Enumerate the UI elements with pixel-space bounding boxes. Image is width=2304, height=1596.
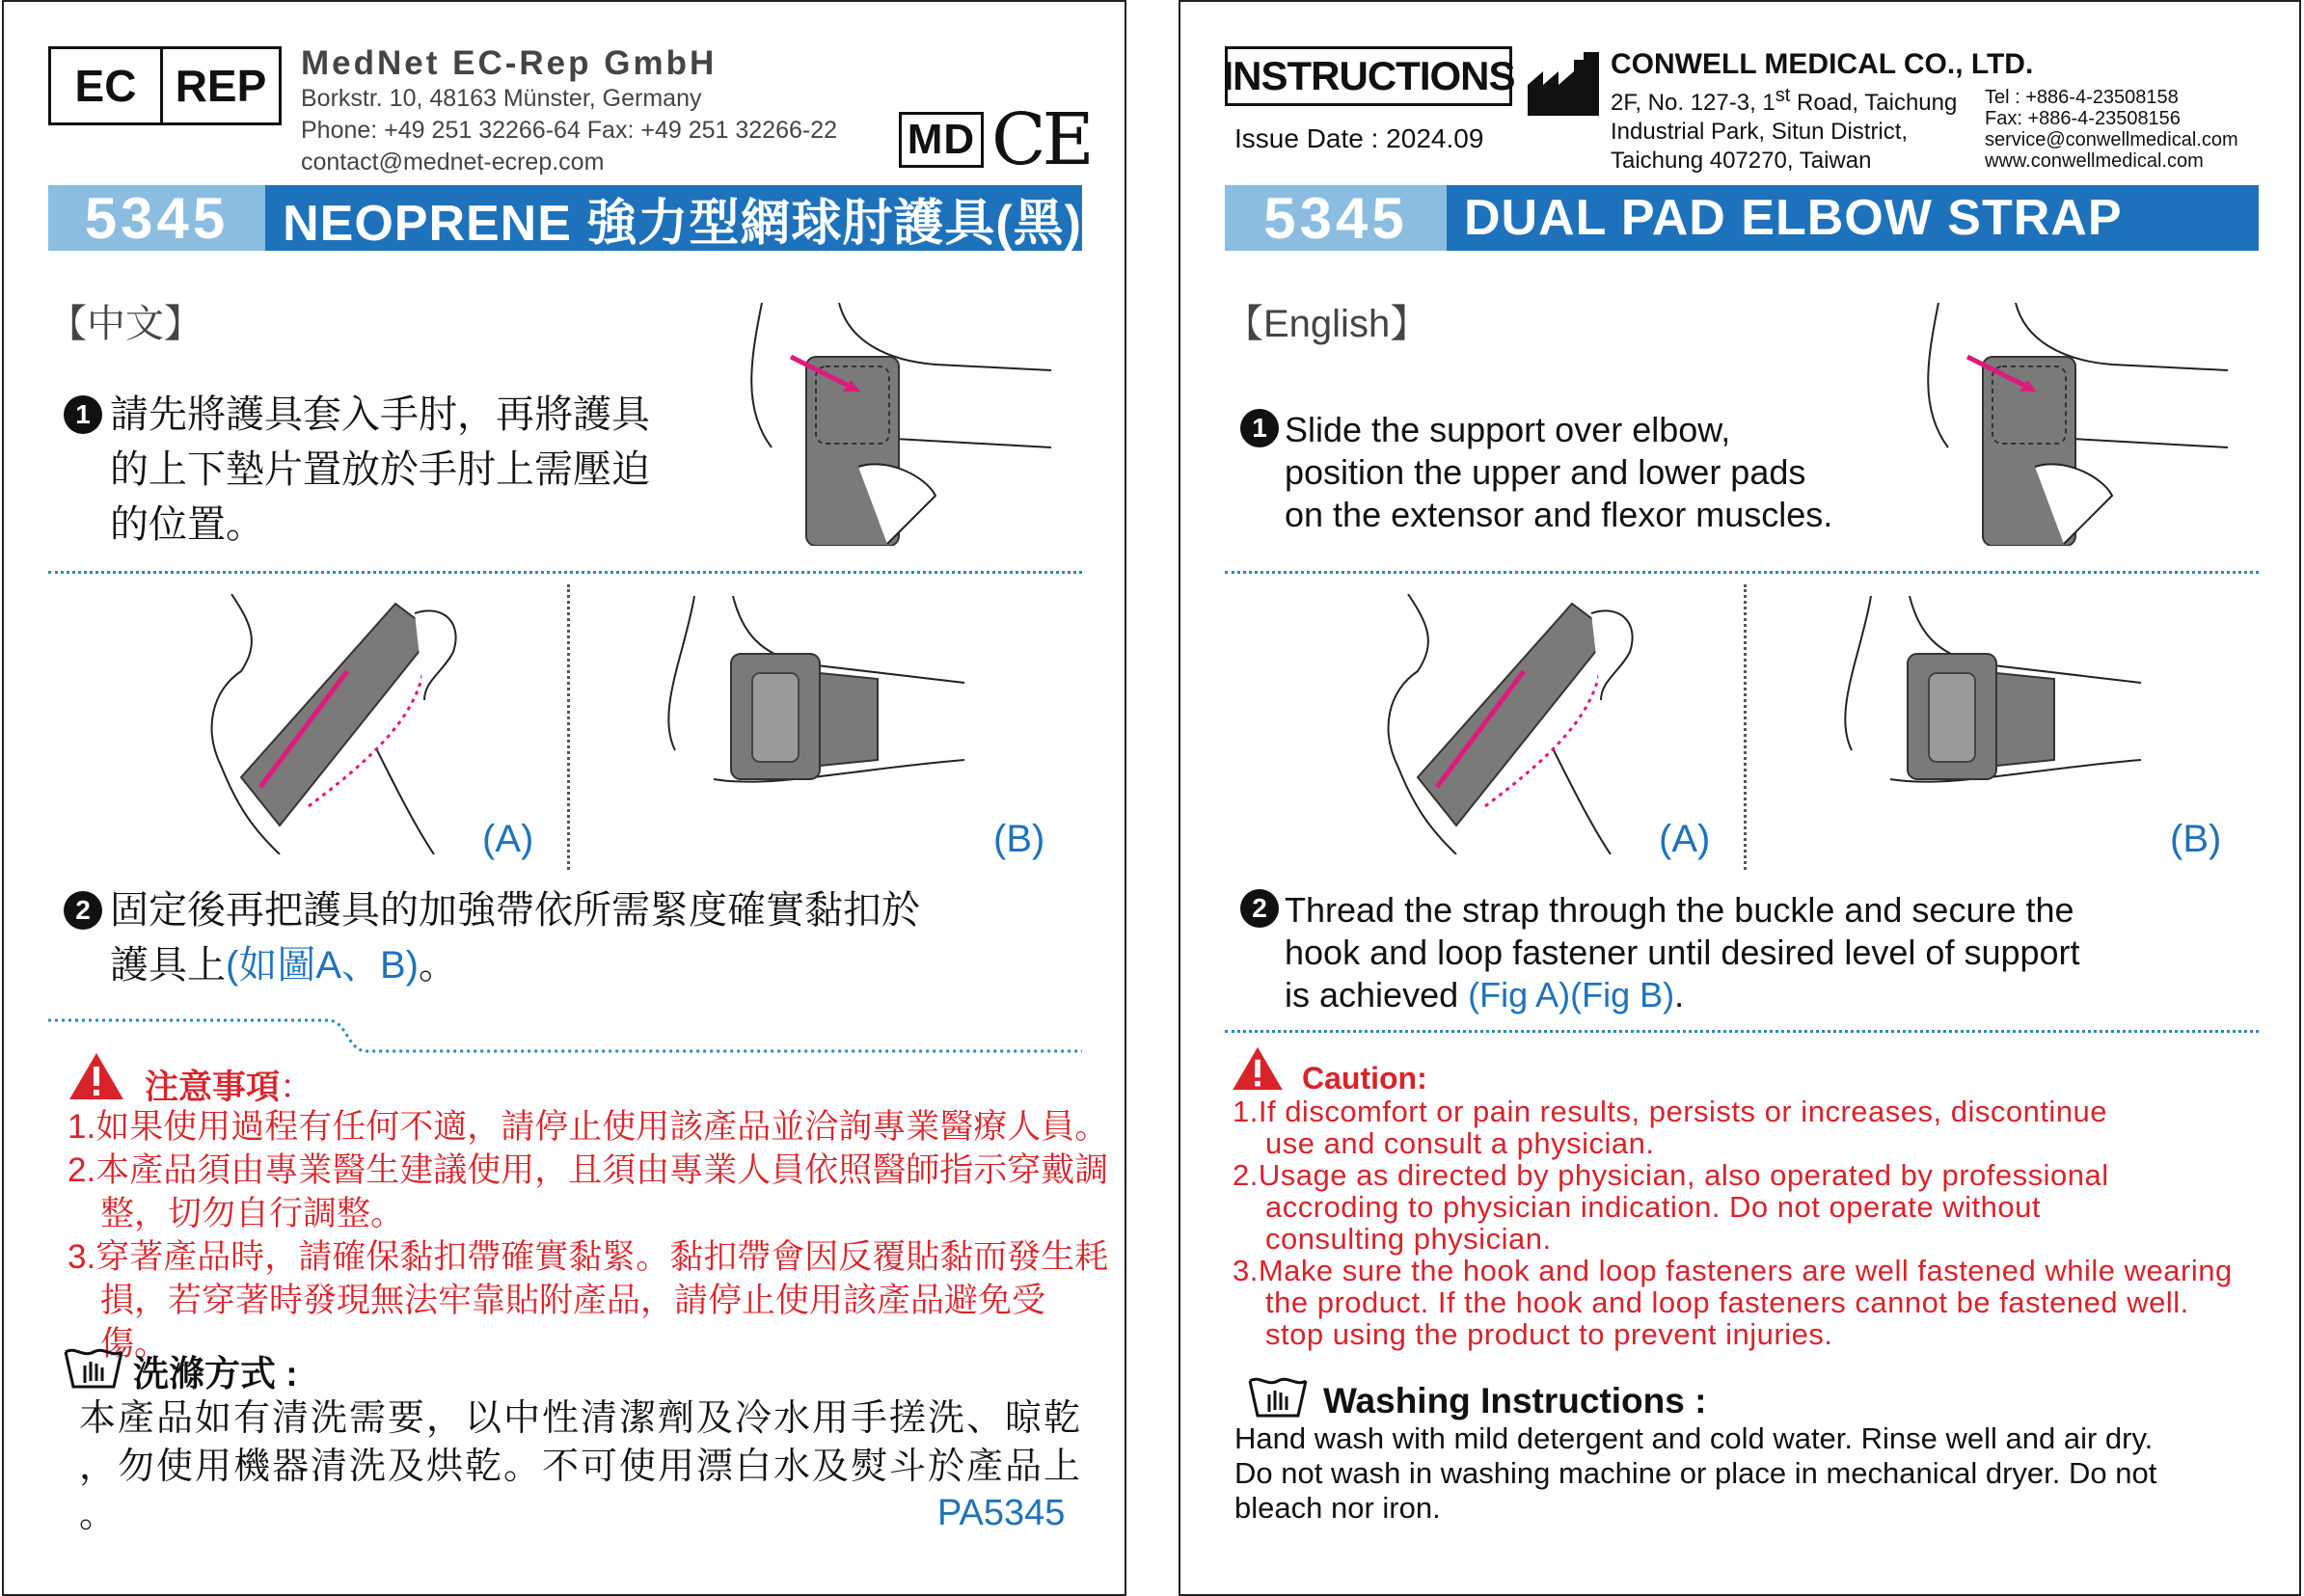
manufacturer-icon [1528,52,1599,116]
caution-item: 1.If discomfort or pain results, persists or increases, discontinue [1233,1095,2108,1128]
caution-item: 1.如果使用過程有任何不適，請停止使用該產品並洽詢專業醫療人員。 [68,1108,1109,1146]
stepped-divider [48,1016,1082,1055]
caution-item-continued: accroding to physician indication. Do not operate without [1265,1190,2041,1224]
ce-mark: CE [991,98,1091,181]
contact-fax: Fax: +886-4-23508156 [1985,108,2181,129]
caution-item-continued: use and consult a physician. [1265,1126,1655,1160]
issue-date: Issue Date : 2024.09 [1234,123,1484,153]
figure-b-illustration [1832,596,2151,804]
step-1-number: 1 [1240,409,1279,447]
step-2-line: hook and loop fastener until desired level of support [1285,933,2080,972]
step-1-line: position the upper and lower pads [1285,452,1806,492]
product-name: DUAL PAD ELBOW STRAP [1447,185,2259,251]
step-1-text [110,388,650,553]
manufacturer-address-line [1611,81,2033,118]
contact-website: www.conwellmedical.com [1985,150,2204,172]
figure-divider [1744,584,1747,870]
caution-list [68,1105,1109,1366]
ec-rep-email: contact@mednet-ecrep.com [301,149,605,176]
product-reference-code: PA5345 [937,1493,1066,1533]
address-superscript: st [1775,85,1791,106]
warning-icon [68,1051,125,1101]
figure-a-illustration [203,594,521,854]
hand-wash-icon [1248,1371,1308,1421]
figure-a-illustration [1379,594,1697,854]
caution-item-continued: 損，若穿著時發現無法牢靠貼附產品，請停止使用該產品避免受傷。 [100,1282,1046,1363]
step-2-text-suffix: 。 [419,944,457,987]
contact-email: service@conwellmedical.com [1985,129,2238,150]
product-name: NEOPRENE 強力型網球肘護具(黑) [265,185,1082,251]
caution-title: Caution: [1302,1061,1427,1096]
instructions-label: INSTRUCTIONS [1225,46,1512,106]
step-1-line: Slide the support over elbow, [1285,410,1731,449]
product-title-bar [48,185,1082,251]
caution-item-continued: the product. If the hook and loop fasteners cannot be fastened well. [1265,1285,2189,1319]
figure-b-label: (B) [2170,818,2222,860]
contact-block [1985,87,2238,172]
caution-colon: ： [280,1069,314,1106]
step-2-text-prefix: 護具上 [110,944,226,987]
section-divider [1225,1030,2259,1033]
ec-rep-symbol [48,46,282,125]
figure-reference: (Fig A)(Fig B) [1468,975,1675,1014]
address-text: Road, Taichung [1790,90,1958,116]
contact-tel: Tel : +886-4-23508158 [1985,87,2179,108]
step-2-number: 2 [64,891,102,930]
step-1-line: 請先將護具套入手肘，再將護具 [110,393,650,436]
caution-item: 2.本產品須由專業醫生建議使用，且須由專業人員依照醫師指示穿戴調 [68,1151,1109,1189]
caution-item: 3.Make sure the hook and loop fasteners are well fastened while wearing [1233,1254,2233,1287]
washing-line: ，勿使用機器清洗及烘乾。不可使用漂白水及熨斗於產品上 [79,1447,1083,1487]
step-2-line [1285,974,2080,1016]
rep-label: REP [175,61,267,111]
step-1-line: on the extensor and flexor muscles. [1285,495,1833,534]
washing-instructions [1234,1421,2156,1526]
product-title-bar [1225,185,2259,251]
washing-instructions [79,1394,1082,1539]
elbow-slide-illustration [1919,303,2237,546]
step-2-line: 固定後再把護具的加強帶依所需緊度確實黏扣於 [110,889,920,932]
step-1-number: 1 [64,395,102,434]
ec-rep-address: Borkstr. 10, 48163 Münster, Germany [301,85,702,112]
language-label: 【中文】 [48,303,203,345]
section-divider [1225,571,2259,574]
caution-title [145,1061,313,1109]
english-instruction-card [1179,0,2301,1596]
ec-representative-block [301,44,837,178]
address-text: 2F, No. 127-3, 1 [1611,90,1775,116]
washing-line: 本產品如有清洗需要，以中性清潔劑及冷水用手搓洗、晾乾 [79,1398,1083,1439]
caution-item: 3.穿著產品時，請確保黏扣帶確實黏緊。黏扣帶會因反覆貼黏而發生耗 [68,1238,1109,1276]
step-2-line [110,938,920,993]
product-code: 5345 [48,185,265,251]
step-1-line: 的上下墊片置放於手肘上需壓迫 [110,448,650,491]
figure-reference: (如圖A、B) [226,944,419,987]
figure-a-label: (A) [1659,818,1711,860]
washing-line: 。 [79,1495,119,1535]
caution-item: 2.Usage as directed by physician, also operated by professional [1233,1158,2109,1192]
caution-title-text: 注意事項 [145,1069,281,1106]
ec-label: EC [51,49,163,122]
chinese-instruction-card [2,0,1126,1596]
elbow-slide-illustration [743,303,1061,546]
ec-rep-phone-fax: Phone: +49 251 32266-64 Fax: +49 251 32266-22 [301,117,838,144]
language-label: 【English】 [1225,303,1429,345]
step-1-line: 的位置。 [110,503,264,546]
step-1-text [1285,409,1832,536]
product-code: 5345 [1225,185,1447,251]
washing-line: bleach nor iron. [1234,1491,1441,1525]
caution-item-continued: 整，切勿自行調整。 [100,1195,405,1232]
step-2-text [110,883,920,993]
figure-divider [567,584,570,870]
step-2-line: Thread the strap through the buckle and secure the [1285,890,2074,930]
section-divider [48,571,1082,574]
figure-b-illustration [656,596,974,804]
step-2-text [1285,889,2080,1016]
caution-list [1233,1096,2293,1350]
manufacturer-name: CONWELL MEDICAL CO., LTD. [1611,48,2034,80]
manufacturer-address-line: Taichung 407270, Taiwan [1611,148,1872,174]
washing-title: 洗滌方式 : [133,1354,298,1393]
hand-wash-icon [64,1342,123,1393]
ec-rep-name: MedNet EC-Rep GmbH [301,44,718,82]
step-2-text-suffix: . [1674,975,1685,1014]
figure-b-label: (B) [993,818,1045,860]
washing-line: Do not wash in washing machine or place in mechanical dryer. Do not [1234,1456,2157,1490]
caution-item-continued: consulting physician. [1265,1222,1552,1256]
figure-a-label: (A) [482,818,534,860]
step-2-text-prefix: is achieved [1285,975,1469,1014]
manufacturer-block [1611,48,2033,176]
warning-icon [1231,1045,1285,1092]
washing-title: Washing Instructions : [1323,1381,1707,1420]
manufacturer-address-line: Industrial Park, Situn District, [1611,119,1909,145]
washing-line: Hand wash with mild detergent and cold water. Rinse well and air dry. [1234,1421,2154,1455]
step-2-number: 2 [1240,889,1279,928]
caution-item-continued: stop using the product to prevent injuries. [1265,1317,1833,1351]
md-mark: MD [899,112,984,168]
